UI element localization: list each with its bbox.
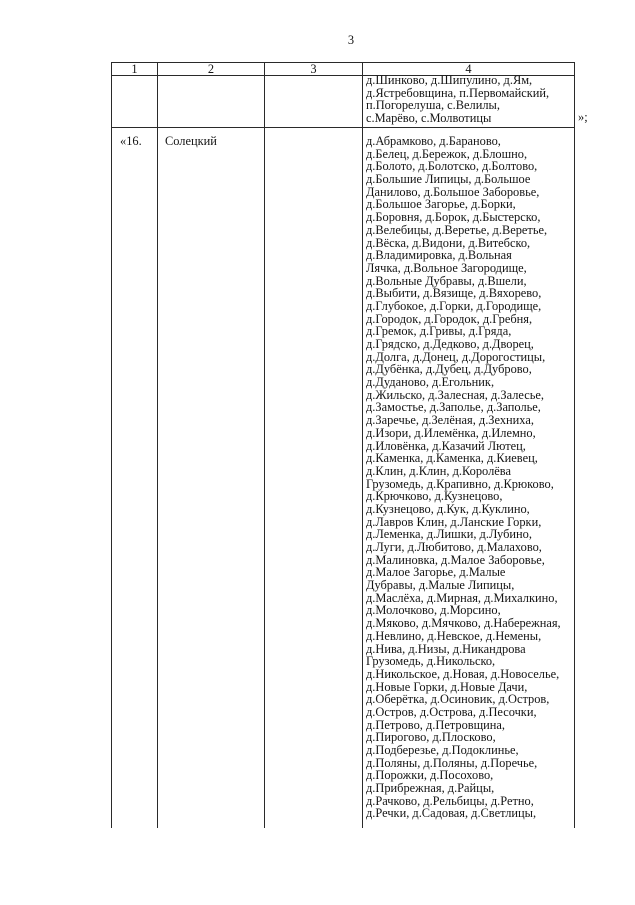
- settlement-line: д.Изори, д.Илемёнка, д.Илемно,: [366, 425, 536, 440]
- settlement-line: Дубравы, д.Малые Липицы,: [366, 578, 515, 593]
- settlement-line: д.Владимировка, д.Вольная: [366, 248, 512, 263]
- settlement-line: д.Малиновка, д.Малое Заборовье,: [366, 552, 545, 567]
- settlement-line: д.Грядско, д.Дедково, д.Дворец,: [366, 337, 534, 351]
- settlement-line: д.Луги, д.Любитово, д.Малахово,: [366, 540, 542, 554]
- settlement-line: д.Прибрежная, д.Райцы,: [366, 781, 495, 796]
- column-header-4: 4: [362, 63, 574, 75]
- settlement-line: д.Велебицы, д.Веретье, д.Веретье,: [366, 222, 548, 237]
- settlement-line: д.Белец, д.Бережок, д.Блошно,: [366, 146, 528, 161]
- settlements-list: [366, 74, 574, 125]
- settlement-line: д.Глубокое, д.Горки, д.Городище,: [366, 298, 542, 313]
- settlement-line: д.Боровня, д.Борок, д.Быстерско,: [366, 210, 541, 225]
- settlement-line: д.Выбити, д.Вязище, д.Вяхорево,: [366, 286, 542, 301]
- settlement-line: д.Болото, д.Болотско, д.Болтово,: [366, 159, 538, 174]
- settlement-line: д.Иловёнка, д.Казачий Лютец,: [366, 438, 526, 453]
- settlement-line: д.Поляны, д.Поляны, д.Поречье,: [366, 755, 538, 770]
- settlement-line: д.Вёска, д.Видони, д.Витебско,: [366, 235, 531, 250]
- settlement-line: Лячка, д.Вольное Загородище,: [366, 260, 527, 275]
- settlement-line: д.Пирогово, д.Плосково,: [366, 730, 496, 745]
- settlement-line: д.Вольные Дубравы, д.Вшели,: [366, 273, 527, 288]
- empty-cell: [264, 76, 362, 127]
- settlement-line: д.Городок, д.Городок, д.Гребня,: [366, 311, 533, 326]
- settlement-line: д.Оберётка, д.Осиновик, д.Остров,: [366, 692, 550, 707]
- settlement-line: д.Молочково, д.Морсино,: [366, 603, 501, 618]
- settlement-line: д.Жильско, д.Залесная, д.Залесье,: [366, 387, 544, 402]
- settlement-line: д.Заречье, д.Зелёная, д.Зехниха,: [366, 413, 534, 428]
- settlement-line: д.Абрамково, д.Бараново,: [366, 134, 501, 148]
- column-header-3: 3: [264, 63, 362, 75]
- district-cell: [157, 76, 264, 127]
- settlement-line: д.Остров, д.Острова, д.Песочки,: [366, 704, 537, 719]
- settlement-line: Грузомедь, д.Крапивно, д.Крюково,: [366, 476, 554, 491]
- settlements-cell: [362, 73, 574, 127]
- settlement-line: д.Большое Загорье, д.Борки,: [366, 197, 516, 212]
- district-name: Солецкий: [165, 134, 217, 148]
- settlement-line: п.Погорелуша, с.Велилы,: [366, 98, 500, 113]
- settlement-line: д.Порожки, д.Посохово,: [366, 768, 494, 783]
- settlement-line: д.Невлино, д.Невское, д.Немены,: [366, 628, 542, 643]
- settlement-line: д.Мяково, д.Мячково, д.Набережная,: [366, 616, 561, 631]
- settlements-list: [366, 135, 574, 820]
- settlement-line: д.Дуданово, д.Егольник,: [366, 375, 495, 390]
- settlement-line: д.Нива, д.Низы, д.Никандрова: [366, 641, 526, 656]
- closing-quote-mark: »;: [578, 110, 588, 124]
- column-header-2: 2: [157, 63, 264, 75]
- table-row: [111, 127, 574, 828]
- settlement-line: д.Шинково, д.Шипулино, д.Ям,: [366, 73, 533, 87]
- settlement-line: д.Каменка, д.Каменка, д.Киевец,: [366, 451, 538, 466]
- settlement-line: д.Клин, д.Клин, д.Королёва: [366, 463, 511, 478]
- settlement-line: д.Рачково, д.Рельбицы, д.Ретно,: [366, 793, 534, 808]
- settlement-line: д.Кузнецово, д.Кук, д.Куклино,: [366, 501, 530, 516]
- row-number-cell: [111, 128, 157, 828]
- settlement-line: д.Петрово, д.Петровщина,: [366, 717, 506, 732]
- settlement-line: д.Речки, д.Садовая, д.Светлицы,: [366, 806, 537, 821]
- settlement-line: Данилово, д.Большое Заборовье,: [366, 184, 540, 199]
- settlement-line: д.Крючково, д.Кузнецово,: [366, 489, 503, 504]
- column-header-1: 1: [111, 63, 157, 75]
- settlement-line: Грузомедь, д.Никольско,: [366, 654, 496, 669]
- settlement-line: д.Большие Липицы, д.Большое: [366, 172, 531, 187]
- settlement-line: д.Долга, д.Донец, д.Дорогостицы,: [366, 349, 546, 364]
- settlement-line: д.Маслёха, д.Мирная, д.Михалкино,: [366, 590, 558, 605]
- settlement-line: д.Гремок, д.Гривы, д.Гряда,: [366, 324, 512, 339]
- page-number: 3: [347, 33, 355, 47]
- settlements-cell: [362, 128, 574, 828]
- settlement-line: д.Новые Горки, д.Новые Дачи,: [366, 679, 528, 694]
- settlement-line: д.Лавров Клин, д.Ланские Горки,: [366, 514, 542, 529]
- settlement-line: д.Замостье, д.Заполье, д.Заполье,: [366, 400, 541, 415]
- settlement-line: д.Никольское, д.Новая, д.Новоселье,: [366, 666, 560, 681]
- settlement-line: с.Марёво, с.Молвотицы: [366, 111, 492, 126]
- settlement-line: д.Леменка, д.Лишки, д.Лубино,: [366, 527, 532, 542]
- settlements-table: [111, 62, 575, 828]
- table-row: [111, 75, 574, 127]
- settlement-line: д.Дубёнка, д.Дубец, д.Дуброво,: [366, 362, 532, 377]
- settlement-line: д.Ястребовщина, п.Первомайский,: [366, 85, 550, 100]
- settlement-line: д.Подберезье, д.Подоклинье,: [366, 743, 519, 757]
- empty-cell: [264, 128, 362, 828]
- row-number: «16.: [120, 134, 142, 148]
- settlement-line: д.Малое Загорье, д.Малые: [366, 565, 506, 580]
- row-number-cell: [111, 76, 157, 127]
- district-cell: [157, 128, 264, 828]
